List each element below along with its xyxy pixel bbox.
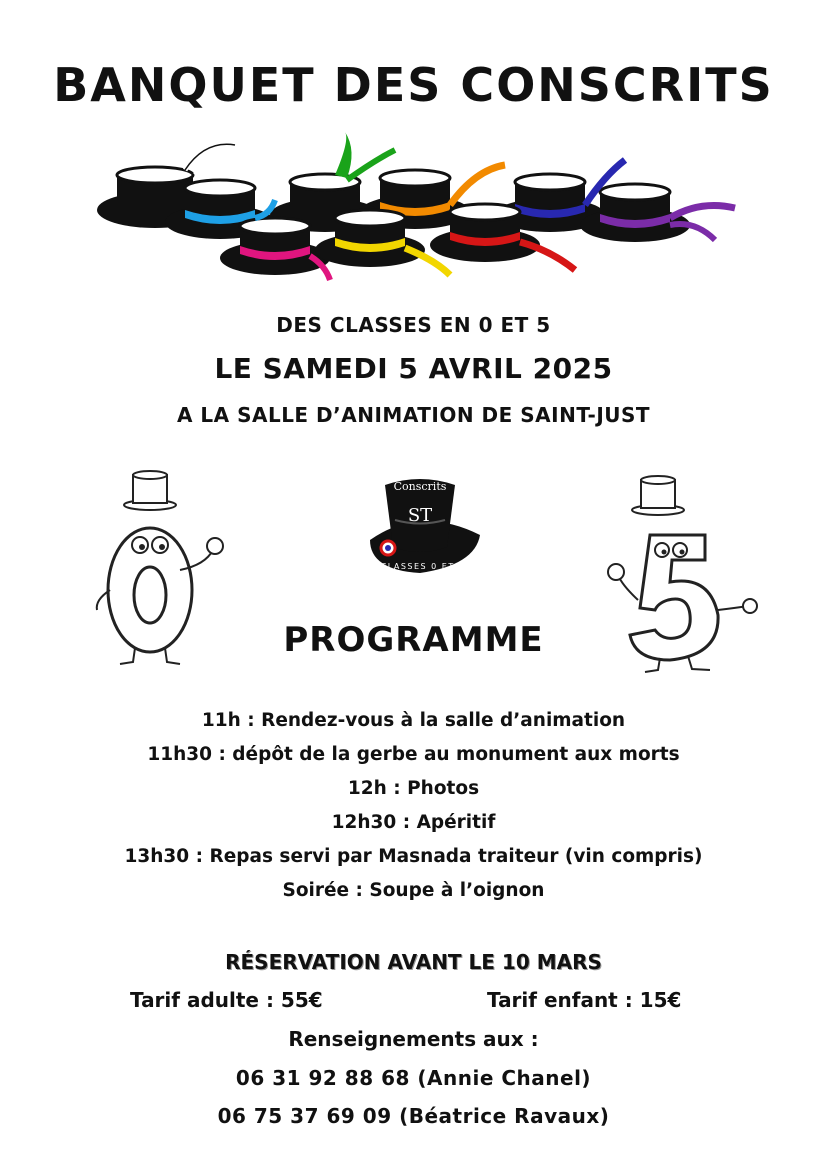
- reservation-deadline: RÉSERVATION AVANT LE 10 MARS: [225, 950, 602, 974]
- adult-price: Tarif adulte : 55€: [130, 988, 323, 1012]
- conscrits-logo: [355, 465, 485, 580]
- poster-title: BANQUET DES CONSCRITS: [53, 58, 774, 112]
- programme-item: 12h : Photos: [347, 778, 480, 799]
- logo-bottom-text: CLASSES 0 ET 5: [380, 562, 466, 571]
- event-classes: DES CLASSES EN 0 ET 5: [276, 313, 551, 337]
- child-price: Tarif enfant : 15€: [487, 988, 682, 1012]
- logo-initials: ST: [407, 505, 433, 526]
- programme-item: 11h : Rendez-vous à la salle d’animation: [201, 710, 626, 731]
- programme-item: 11h30 : dépôt de la gerbe au monument aux morts: [147, 744, 680, 765]
- programme-item: 13h30 : Repas servi par Masnada traiteur (vin compris): [124, 846, 703, 867]
- conscrits-hats-illustration: [95, 130, 745, 290]
- programme-item: Soirée : Soupe à l’oignon: [282, 880, 545, 901]
- event-date: LE SAMEDI 5 AVRIL 2025: [214, 352, 613, 385]
- contact-phone-1: 06 31 92 88 68 (Annie Chanel): [235, 1066, 592, 1090]
- info-label: Renseignements aux :: [288, 1027, 539, 1051]
- programme-item: 12h30 : Apéritif: [331, 812, 496, 833]
- event-venue: A LA SALLE D’ANIMATION DE SAINT-JUST: [176, 403, 651, 427]
- programme-heading: PROGRAMME: [283, 620, 544, 660]
- contact-phone-2: 06 75 37 69 09 (Béatrice Ravaux): [217, 1104, 610, 1128]
- logo-top-text: Conscrits: [393, 480, 447, 493]
